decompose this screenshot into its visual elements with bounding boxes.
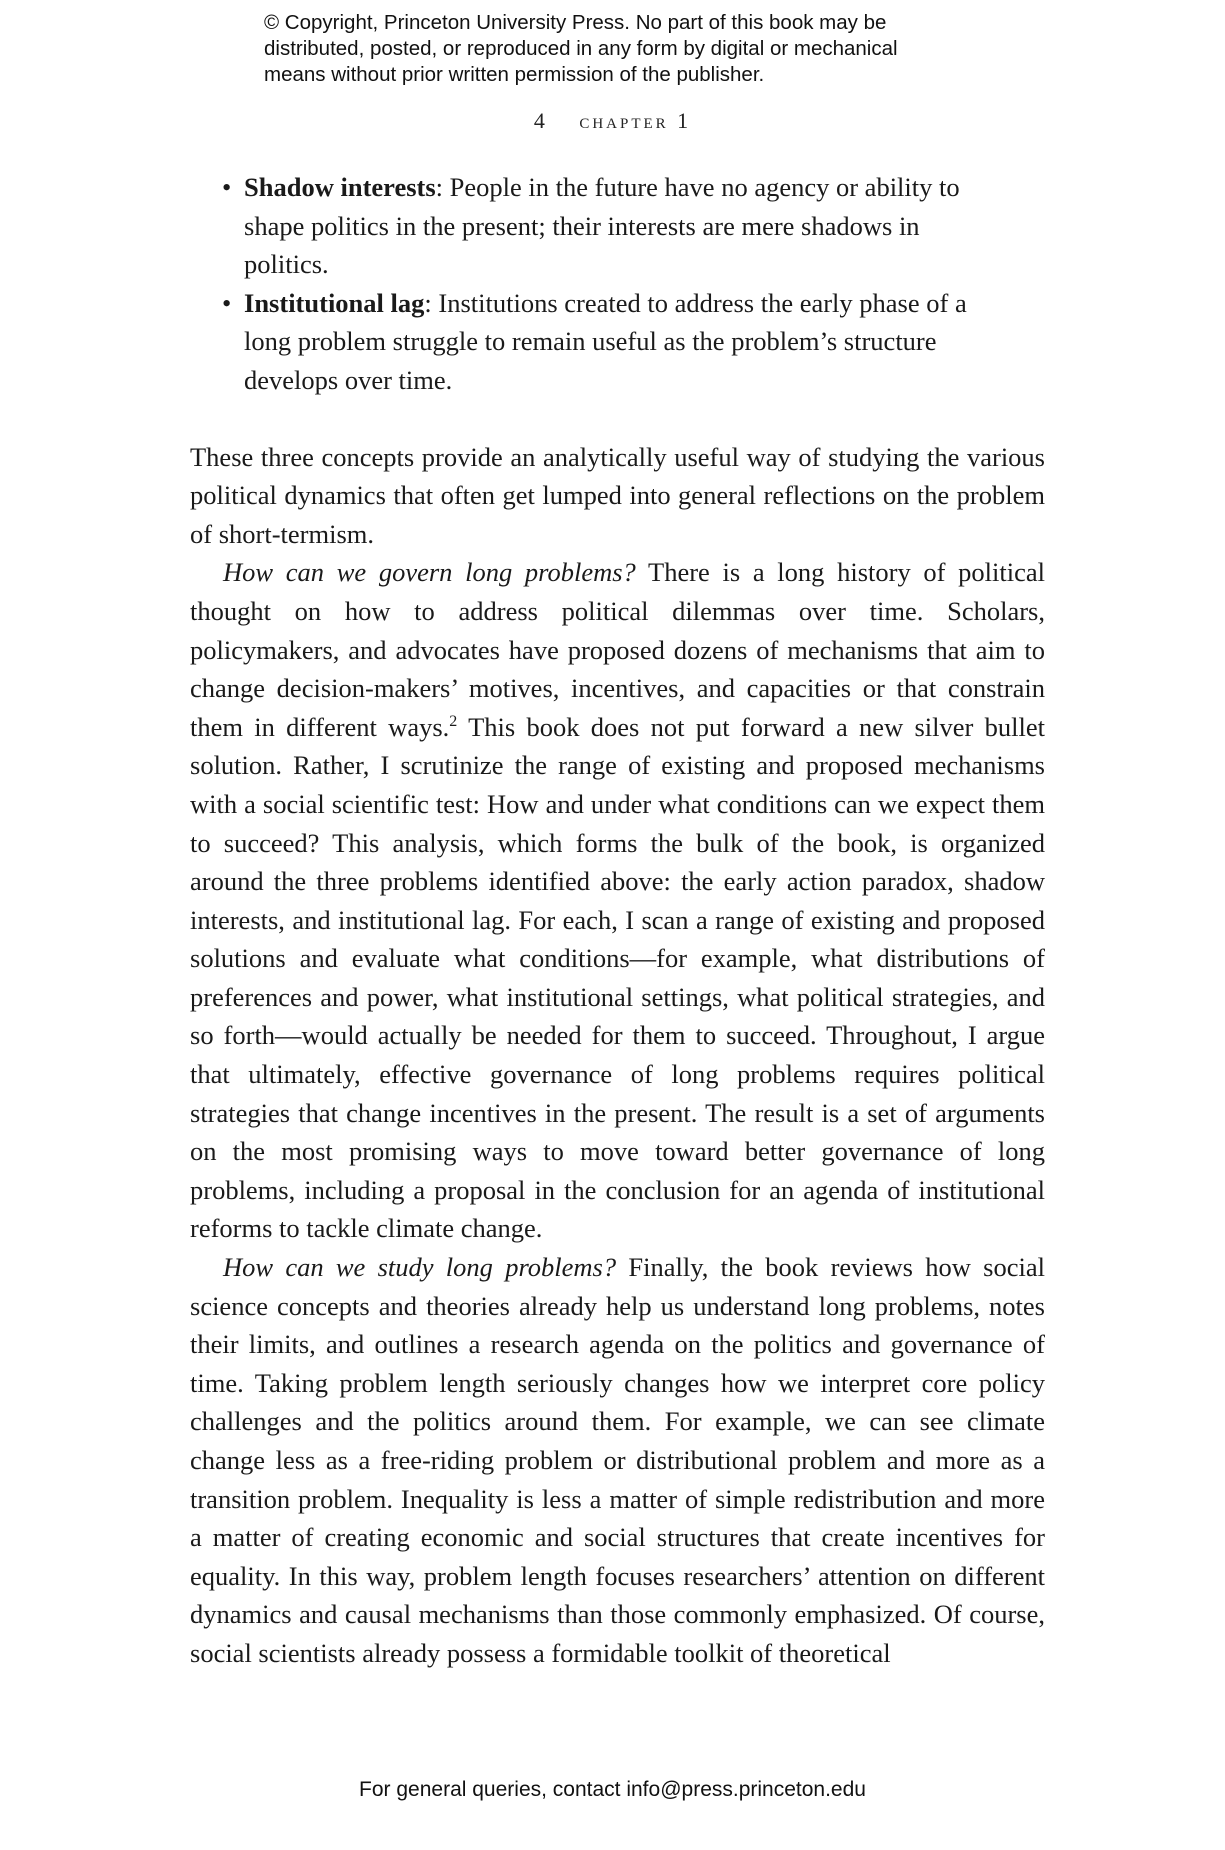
paragraph: These three concepts provide an analytically useful way of studying the various political dynamics that often get lumped into general reflections on the problem of short-termism. [190, 441, 1045, 549]
copyright-notice [264, 10, 984, 88]
footnote-marker[interactable]: 2 [449, 712, 458, 730]
paragraph-lead: How can we govern long problems? [223, 557, 636, 588]
list-item [222, 168, 1004, 284]
paragraph-lead: How can we study long problems? [223, 1252, 617, 1283]
list-item-text: : Institutions created to address the early phase of a long problem struggle to remain useful as the problem’s structure develops over time. [244, 287, 967, 395]
concept-list [190, 168, 1045, 400]
page-body [190, 168, 1045, 1673]
list-item-text: : People in the future have no agency or ability to shape politics in the present; their interests are mere shadows in politics. [244, 172, 960, 280]
paragraph [190, 1248, 1045, 1673]
chapter-label: chapter 1 [579, 108, 692, 133]
list-item-term: Shadow interests [244, 172, 436, 202]
paragraph [190, 553, 1045, 1248]
paragraph-text: This book does not put forward a new silver bullet solution. Rather, I scrutinize the range of existing and proposed mechanisms with a social scientific test: How and under what conditions can we expect them to succeed? This analysis, which forms the bulk of the book, is organized around the three problems identified above: the early action paradox, shadow interests, and institutional lag. For each, I scan a range of existing and proposed solutions and evaluate what conditions—for example, what distributions of preferences and power, what institutional settings, what political strategies, and so forth—would actually be needed for them to succeed. Throughout, I argue that ultimately, effective governance of long problems requires political strategies that change incentives in the present. The result is a set of arguments on the most promising ways to move toward better governance of long problems, including a proposal in the conclusion for an agenda of institutional reforms to tackle climate change. [190, 711, 1045, 1244]
list-item [222, 284, 1004, 400]
copyright-line: © Copyright, Princeton University Press. No part of this book may be [264, 11, 887, 34]
copyright-line: distributed, posted, or reproduced in any form by digital or mechanical [264, 37, 898, 60]
running-head [0, 108, 1225, 134]
page-number: 4 [533, 108, 546, 133]
copyright-line: means without prior written permission of the publisher. [264, 63, 765, 86]
paragraph-text: There is a long history of political thought on how to address political dilemmas over time. Scholars, policymakers, and advocates have proposed dozens of mechanisms that aim to change decision-makers’ motives, incentives, and capacities or that constrain them in different ways. [190, 557, 1045, 742]
footer-contact: For general queries, contact info@press.princeton.edu [359, 1778, 866, 1801]
paragraph-text: Finally, the book reviews how social science concepts and theories already help us understand long problems, notes their limits, and outlines a research agenda on the politics and governance of time. Taking problem length seriously changes how we interpret core policy challenges and the politics around them. For example, we can see climate change less as a free-riding problem or distributional problem and more as a transition problem. Inequality is less a matter of simple redistribution and more a matter of creating economic and social structures that create incentives for equality. In this way, problem length focuses researchers’ attention on different dynamics and causal mechanisms than those commonly emphasized. Of course, social scientists already possess a formidable toolkit of theoretical [190, 1252, 1045, 1668]
bullet-icon: • [222, 287, 232, 318]
list-item-term: Institutional lag [244, 287, 425, 318]
bullet-icon: • [222, 172, 232, 202]
